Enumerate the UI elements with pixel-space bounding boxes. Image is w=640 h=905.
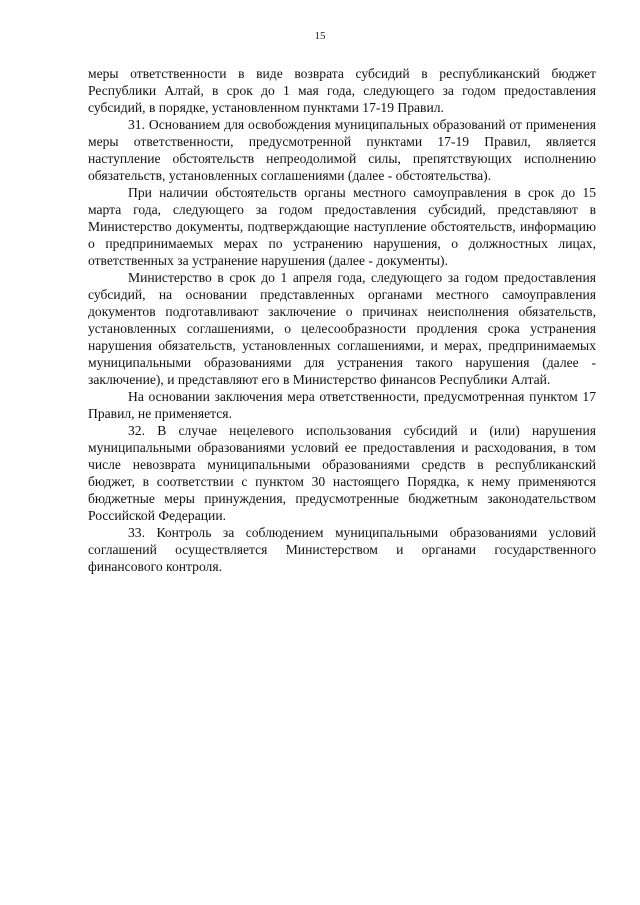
document-body — [88, 65, 596, 575]
paragraph-item-31: 31. Основанием для освобождения муниципальных образований от применения меры ответственности, предусмотренной пунктами 17-19 Правил, является наступление обстоятельств непреодолимой силы, препятствующих исполнению обязательств, установленных соглашениями (далее - обстоятельства). — [88, 117, 596, 183]
page-number: 15 — [314, 30, 326, 42]
paragraph-item-32: 32. В случае нецелевого использования субсидий и (или) нарушения муниципальными образованиями условий ее предоставления и расходования, в том числе невозврата муниципальными образованиями средств в республиканский бюджет, в соответствии с пунктом 30 настоящего Порядка, к нему применяются бюджетные меры принуждения, предусмотренные бюджетным законодательством Российской Федерации. — [88, 423, 596, 523]
paragraph-continuation: меры ответственности в виде возврата субсидий в республиканский бюджет Республики Алтай, в срок до 1 мая года, следующего за годом предоставления субсидий, в порядке, установленном пунктами 17-19 Правил. — [88, 66, 596, 115]
paragraph-ministry-conclusion: Министерство в срок до 1 апреля года, следующего за годом предоставления субсидий, на основании представленных органами местного самоуправления документов подготавливают заключение о причинах неисполнения обязательств, установленных соглашениями, о целесообразности продления срока устранения нарушения обязательств, установленных соглашениями, и мерах, предпринимаемых муниципальными образованиями для устранения такого нарушения (далее - заключение), и представляют его в Министерство финансов Республики Алтай. — [88, 270, 596, 387]
paragraph-documents: При наличии обстоятельств органы местного самоуправления в срок до 15 марта года, следующего за годом предоставления субсидий, представляют в Министерство документы, подтверждающие наступление обстоятельств, информацию о предпринимаемых мерах по устранению нарушения, о должностных лицах, ответственных за устранение нарушения (далее - документы). — [88, 185, 596, 268]
paragraph-item-33: 33. Контроль за соблюдением муниципальными образованиями условий соглашений осуществляется Министерством и органами государственного финансового контроля. — [88, 525, 596, 574]
paragraph-measure-not-applied: На основании заключения мера ответственности, предусмотренная пунктом 17 Правил, не применяется. — [88, 389, 596, 421]
